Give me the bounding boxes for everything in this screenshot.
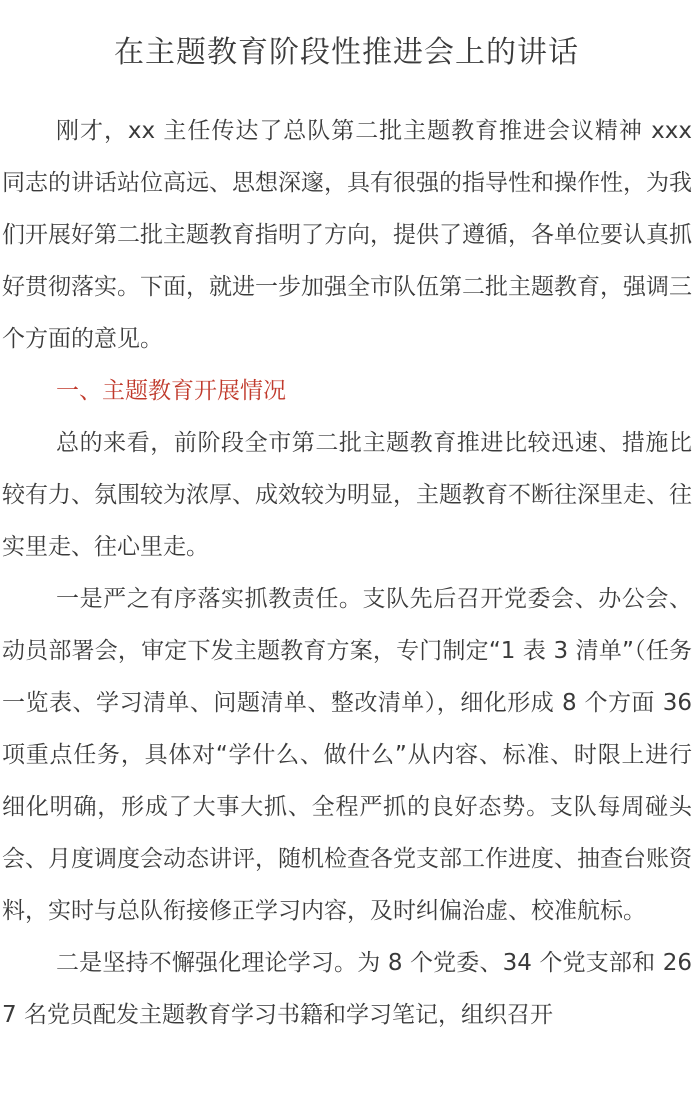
paragraph-point-2: 二是坚持不懈强化理论学习。为 8 个党委、34 个党支部和 267 名党员配发主题教育学习书籍和学习笔记，组织召开 [2, 950, 692, 1028]
paragraph-intro: 刚才，xx 主任传达了总队第二批主题教育推进会议精神 xxx 同志的讲话站位高远、思想深邃，具有很强的指导性和操作性，为我们开展好第二批主题教育指明了方向，提供了遵循，各单位要认真抓好贯彻落实。下面，就进一步加强全市队伍第二批主题教育，强调三个方面的意见。 [2, 118, 692, 352]
paragraph-overview: 总的来看，前阶段全市第二批主题教育推进比较迅速、措施比较有力、氛围较为浓厚、成效较为明显，主题教育不断往深里走、往实里走、往心里走。 [2, 430, 692, 560]
paragraph-point-1: 一是严之有序落实抓教责任。支队先后召开党委会、办公会、动员部署会，审定下发主题教育方案，专门制定“1 表 3 清单”（任务一览表、学习清单、问题清单、整改清单），细化形成 8 个方面 36 项重点任务，具体对“学什么、做什么”从内容、标准、时限上进行细化明确，形成了大事大抓、全程严抓的良好态势。支队每周碰头会、月度调度会动态讲评，随机检查各党支部工作进度、抽查台账资料，实时与总队衔接修正学习内容，及时纠偏治虚、校准航标。 [2, 586, 692, 924]
document-title: 在主题教育阶段性推进会上的讲话 [114, 35, 579, 70]
section-heading-1: 一、主题教育开展情况 [56, 378, 286, 404]
document-body [2, 105, 692, 1041]
